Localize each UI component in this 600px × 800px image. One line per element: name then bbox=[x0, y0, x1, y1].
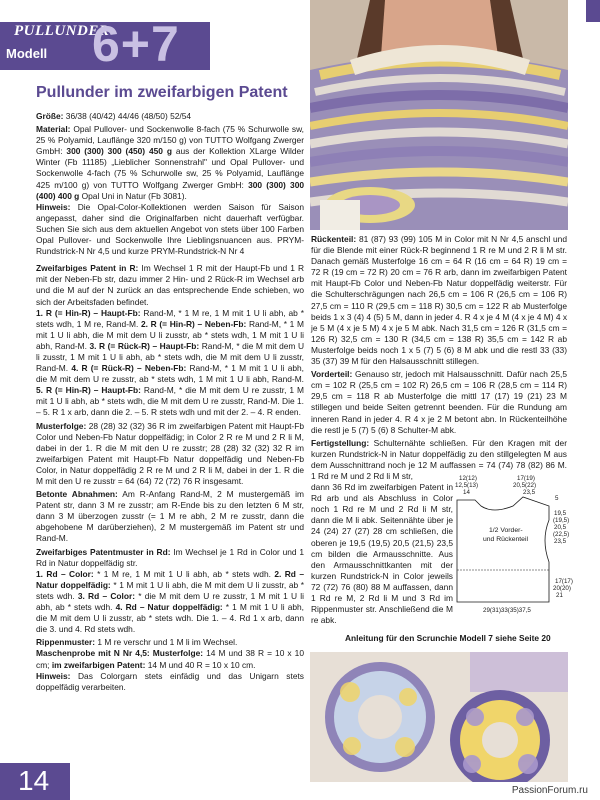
maschen-label2: im zweifarbigen Patent: bbox=[51, 659, 146, 670]
r1-text: Rand-M, * 1 M re, 1 M mit 1 U li abh, ab * stets wdh, 1 M re, Rand-M. bbox=[36, 307, 304, 329]
dim-br-2: 20(20) bbox=[553, 585, 571, 592]
piece-label-2: und Rückenteil bbox=[483, 536, 528, 543]
model-photo bbox=[310, 0, 568, 230]
material-text: Opal Pullover- und Sockenwolle 8-fach (75 % Schurwolle sw, 25 % Polyamid, Lauflänge 320 m/150 g) von TUTTO Wolfgang Zwerger GmbH: bbox=[36, 124, 304, 157]
hinweis1-text: Die Opal-Color-Kollektionen werden Saison für Saison angepasst, daher sind die Originalfarben nicht dauerhaft verfügbar. Suchen Sie sich aus dem aktuellen Angebot von stets über 100 Farben Opal Pullover- und Sockenwolle Ihre Lieblingsnuancen aus. PRYM-Rundstrick-N Nr 4,5 und kurze PRYM-Rundstrick-N Nr 4 bbox=[36, 201, 304, 257]
r5-label: 5. R (= Hin-R) – Haupt-Fb: bbox=[36, 385, 141, 396]
dim-top-left-1: 12(12) bbox=[459, 475, 477, 482]
size-label: Größe: bbox=[36, 111, 64, 121]
scrunchie-photo bbox=[310, 652, 568, 782]
abnahmen-paragraph bbox=[36, 489, 304, 544]
r4-text: Rand-M, * 1 M mit 1 U li abh, die M mit dem U re zusstr, ab * stets wdh, 1 M mit 1 U li abh, Rand-M. bbox=[36, 363, 305, 385]
patent-label: Zweifarbiges Patent in R: bbox=[36, 263, 139, 274]
fertig-label: Fertigstellung: bbox=[311, 437, 370, 448]
r4-label: 4. R (= Rück-R) – Neben-Fb: bbox=[71, 363, 187, 374]
r1-label: 1. R (= Hin-R) – Haupt-Fb: bbox=[36, 307, 141, 318]
material-label: Material: bbox=[36, 124, 71, 135]
rd1-label: 1. Rd – Color: bbox=[36, 568, 94, 579]
vorder-text: Genauso str, jedoch mit Halsausschnitt. Dafür nach 25,5 cm = 102 R (25,5 cm = 102 R) 26,5 cm = 106 R (28,5 cm = 114 R) 29,5 cm = 118 R ab Musterfolge die mittl 17 (17) 19 (21) 23 M stillegen und beide Seiten getrennt beenden. Für die Rundung am inneren Rand in jeder 4. R 4 x je 2 M betont abn. In Rückenteilhöhe die restl je 5 (7) 5 (6) 8 Schulter-M abk. bbox=[311, 369, 567, 435]
rd4-label: 4. Rd – Natur doppelfädig: bbox=[115, 602, 223, 613]
rd2-label: 2. Rd – Natur doppelfädig: bbox=[36, 568, 304, 590]
dim-top-right-3: 23,5 bbox=[523, 489, 536, 496]
rd2-text: * 1 M mit 1 U li abh, die M mit dem U li zusstr, ab * stets wdh. bbox=[36, 579, 304, 601]
rd4-text: * 1 M mit 1 U li abh, die M mit dem U li zusstr, ab * stets wdh. Die 1. – 4. Rd 1 x arb, dann die 3. und 4. Rd stets wdh. bbox=[36, 602, 305, 635]
maschen-label: Maschenprobe mit N Nr 4,5: Musterfolge: bbox=[36, 648, 204, 659]
material-text2: aus der Kollektion XLarge Wilder Winter (Fb 11185) „Lieblicher Sonnenstrahl" und Opal Pullover- und Sockenwolle 4-fach (75 % Schurwolle sw, 25 % Polyamid, Lauflänge 425 m/100 g) von TUTTO Wolfgang Zwerger GmbH: bbox=[36, 146, 304, 190]
dim-br-1: 17(17) bbox=[555, 578, 573, 585]
page-title: Pullunder im zweifarbigen Patent bbox=[36, 84, 288, 101]
watermark: PassionForum.ru bbox=[511, 785, 588, 796]
narrow-text: dann 36 Rd im zweifarbigen Patent in Rd arb und als Abschluss in Color noch 1 Rd re M und 2 Rd li M str, dann die M li abk. Seitennähte über je 24 (24) 27 (27) 28 cm schließen, die oberen je 19,5 (19,5) 20,5 (21,5) 23,5 cm bilden die Armausschnitte. Aus den Armausschnittkanten mit der kurzen Rundstrick-N in Color jeweils 72 (72) 76 (80) 88 M auffassen, dann 1 Rd re M, 2 Rd li M und 3 Rd im Rippenmuster str. Anschließend die M re abk. bbox=[311, 482, 453, 626]
corner-accent bbox=[586, 0, 600, 22]
r2-label: 2. R (= Hin-R) – Neben-Fb: bbox=[140, 318, 247, 329]
patent-paragraph bbox=[36, 263, 304, 418]
rippen-label: Rippenmuster: bbox=[36, 637, 96, 648]
material-qty2: 300 (300) 300 (400) 400 g bbox=[36, 179, 305, 201]
dim-right-2: (19,5) bbox=[553, 517, 570, 524]
scrunchie-caption: Anleitung für den Scrunchie Modell 7 siehe Seite 20 bbox=[345, 633, 551, 643]
dim-top-right-2: 20,5(22) bbox=[513, 482, 537, 489]
rd3-text: * die M mit dem U re zusstr, 1 M mit 1 U li abh, ab * stets wdh. bbox=[36, 590, 304, 613]
ruecken-label: Rückenteil: bbox=[311, 234, 357, 244]
r2-text: Rand-M, * 1 M mit 1 U li abh, die M mit dem U li zusstr, ab * stets wdh, 1 M mit 1 U li abh, Rand-M. bbox=[36, 318, 304, 351]
dim-top-left-2: 12,5(13) bbox=[455, 482, 479, 489]
hinweis2-label: Hinweis: bbox=[36, 670, 71, 681]
maschen-text2: 14 M und 40 R = 10 x 10 cm. bbox=[145, 659, 256, 670]
muster-label: Musterfolge: bbox=[36, 420, 87, 431]
piece-label-1: 1/2 Vorder- bbox=[489, 527, 523, 534]
abnahmen-text: Am R-Anfang Rand-M, 2 M mustergemäß im Patent str, dann 3 M re zusstr; am R-Ende bis zu den letzten 6 M str, dann 3 M überzogen zusstr (= 1 M re abh, 2 M re zusstr, dann die abgehobene M darüberziehen), 2 M mustergemäß im Patent str und Rand-M. bbox=[36, 489, 304, 544]
rippen-text: 1 M re verschr und 1 M li im Wechsel. bbox=[95, 637, 238, 648]
dim-right-4: (22,5) bbox=[553, 531, 570, 538]
ruecken-paragraph bbox=[311, 234, 567, 367]
dim-bottom: 29(31)33(35)37,5 bbox=[483, 607, 531, 614]
fertig-text: Schulternähte schließen. Für den Kragen mit der kurzen Rundstrick-N in Natur doppelfädig zu den stillgelegten M aus dem Ausschnittrand noch je 12 M auffassen = 74 (74) 78 (82) 86 M. 1 Rd re M und 2 Rd li M str, bbox=[311, 437, 567, 481]
rd-text: Im Wechsel je 1 Rd in Color und 1 Rd in Natur doppelfädig str. bbox=[36, 546, 304, 568]
r5-text: Rand-M, * die M mit dem U re zusstr, 1 M mit 1 U li abh, ab * stets wdh, die M mit dem U re zusstr, Rand-M. Die 1. – 5. R 1 x arb, dann die 2. – 5. R stets wdh und mit der 2. – 4. R enden. bbox=[36, 385, 304, 418]
model-number: 6+7 bbox=[92, 16, 180, 72]
dim-top-left-3: 14 bbox=[463, 489, 470, 496]
material-qty1: 300 (300) 300 (450) 450 g bbox=[66, 146, 172, 157]
r3-label: 3. R (= Rück-R) – Haupt-Fb: bbox=[89, 340, 200, 351]
dim-br-3: 21 bbox=[556, 592, 563, 599]
vorder-label: Vorderteil: bbox=[311, 369, 353, 380]
musterfolge-paragraph bbox=[36, 421, 304, 488]
r3-text: Rand-M, * die M mit dem U li zusstr, 1 M mit 1 U li abh, ab * stets wdh, die M mit dem U li zusstr, Rand-M. bbox=[36, 340, 304, 374]
category-label: PULLUNDER bbox=[14, 23, 110, 39]
size-paragraph bbox=[36, 111, 304, 122]
dim-top-right-1: 17(19) bbox=[517, 475, 535, 482]
left-column bbox=[36, 111, 304, 695]
schematic-diagram bbox=[453, 470, 573, 615]
maschen-text1: 14 M und 38 R = 10 x 10 cm; bbox=[36, 648, 304, 670]
vorder-paragraph bbox=[311, 369, 567, 436]
knit-top-photo bbox=[310, 0, 568, 230]
hinweis2-text: Das Colorgarn stets einfädig und das Unigarn stets doppelfädig verarbeiten. bbox=[36, 670, 304, 692]
rd3-label: 3. Rd – Color: bbox=[77, 590, 135, 601]
model-word: Modell bbox=[6, 46, 48, 61]
hinweis1-label: Hinweis: bbox=[36, 201, 71, 212]
material-paragraph bbox=[36, 124, 304, 257]
page-number-box bbox=[0, 763, 70, 800]
dim-5: 5 bbox=[555, 495, 559, 502]
page-number: 14 bbox=[18, 765, 50, 796]
rippen-paragraph bbox=[36, 637, 304, 692]
rd-label: Zweifarbiges Patentmuster in Rd: bbox=[36, 546, 171, 557]
fertig-narrow-paragraph bbox=[311, 482, 453, 626]
rd-paragraph bbox=[36, 547, 304, 636]
material-text3: Opal Uni in Natur (Fb 3081). bbox=[79, 190, 187, 201]
dim-right-5: 23,5 bbox=[554, 538, 567, 545]
muster-text: 28 (28) 32 (32) 36 R im zweifarbigen Patent mit Haupt-Fb Color und Neben-Fb Natur doppelfädig; in Color 2 R re M und 2 R li M, dabei in der 1. R die M mit den U re zusstr; 28 (28) 32 (32) 32 R im zweifarbigen Patent mit Haupt-Fb Natur doppelfädig und Neben-Fb Color, in Natur doppelfädig 2 R re M und 2 R li M, dabei in der 1. R die M mit den U re zusstr = 64 (64) 72 (72) 76 R insgesamt. bbox=[36, 420, 304, 486]
dim-right-3: 20,5 bbox=[554, 524, 567, 531]
size-value: 36/38 (40/42) 44/46 (48/50) 52/54 bbox=[63, 111, 192, 121]
dim-right-1: 19,5 bbox=[554, 510, 567, 517]
rd1-text: * 1 M re, 1 M mit 1 U li abh, ab * stets wdh. bbox=[93, 568, 275, 579]
ruecken-text: 81 (87) 93 (99) 105 M in Color mit N Nr 4,5 anschl und für die Blende mit einer Rück-R beginnend 1 R re M und 2 R li M str. Danach gemäß Musterfolge 16 cm = 64 R (16 cm = 64 R) 19 cm = 72 R (19 cm = 72 R) 20 cm = 76 R arb, dann im zweifarbigen Patent mit Haupt-Fb Color und Neben-Fb Natur doppelfädig weiterstr. Für die Schulterschrägungen nach 26,5 cm = 106 R (26,5 cm = 106 R) 27,5 cm = 110 R (29,5 cm = 118 R) 30,5 cm = 122 R ab Musterfolge beids 1 x 3 (4) 4 (5) 5 M, dann in jeder 4. R 4 x je 4 M (4 x je 4 M) 4 x je 5 M (4 x je 5 M) 4 x je 5 M abk. Nach 31,5 cm = 126 R (31,5 cm = 126 R) 32,5 cm = 130 R (34,5 cm = 138 R) 35,5 cm = 142 R ab Musterfolge beids noch 1 x 5 (7) 5 (6) 8 M abk und die restl 33 (33) 35 (37) 39 M für den Halsausschnitt stillegen. bbox=[311, 234, 568, 367]
abnahmen-label: Betonte Abnahmen: bbox=[36, 489, 118, 500]
scrunchie-image bbox=[310, 652, 568, 782]
patent-text: Im Wechsel 1 R mit der Haupt-Fb und 1 R mit der Neben-Fb str, dazu immer 2 Hin- und 2 Rück-R im Wechsel arb und die M auf der N zurück an das entsprechende Ende schieben, wo sich der Arbeitsfaden befindet. bbox=[36, 263, 304, 307]
